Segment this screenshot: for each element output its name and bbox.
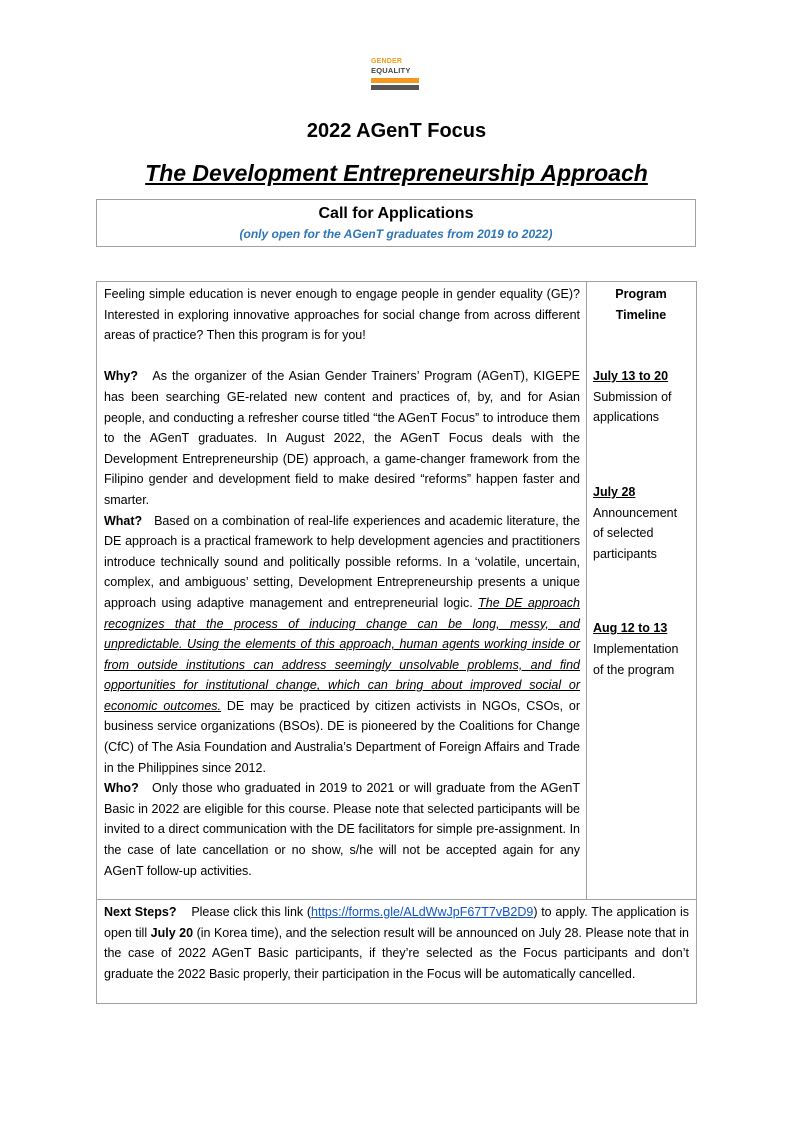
who-text: Only those who graduated in 2019 to 2021 or will graduate from the AGenT Basic in 2022 are eligible for this course. Please note that selected participants will be invited to a direct communication with the DE facilitators for simple pre-assignment. In the case of late cancellation or no show, s/he will not be accepted again for any AGenT follow-up activities.: [104, 781, 580, 878]
next-steps-label: Next Steps?: [104, 905, 177, 919]
logo-line1: GENDER: [371, 58, 403, 65]
timeline-heading-line1: Program: [615, 287, 667, 301]
what-text: Based on a combination of real-life experiences and academic literature, the DE approach is a practical framework to help development agencies and practitioners introduce technically sound and politically possible reforms. In a ‘volatile, uncertain, complex, and ambiguous’ setting, Development Entrepreneurship presents a unique approach using adaptive management and entrepreneurial logic.: [104, 513, 581, 610]
who-paragraph: [104, 778, 580, 881]
next-steps-text: (in Korea time), and the selection result will be announced on July 28. Please note that in the case of 2022 AGenT Basic participants, if they’re selected as the Focus participants and don’t graduate the 2022 Basic properly, their participation in the Focus will be automatically cancelled.: [104, 925, 690, 981]
deadline-date: July 20: [150, 925, 194, 940]
timeline-text: Announcement: [593, 505, 678, 520]
why-text: As the organizer of the Asian Gender Trainers’ Program (AGenT), KIGEPE has been searching GE-related new content and practices of, by, and for Asian people, and conducting a refresher course titled “the AGenT Focus” to introduce them to the AGenT graduates. In August 2022, the AGenT Focus deals with the Development Entrepreneurship (DE) approach, a game-changer framework from the Filipino gender and development field to make desired “reforms” happen faster and smarter.: [104, 369, 580, 507]
why-label: Why?: [104, 369, 139, 384]
timeline-text: applications: [593, 410, 660, 425]
timeline-text: Implementation: [593, 641, 679, 656]
next-steps-text: ) to apply. The application is open till: [104, 905, 689, 940]
call-eligibility-note: (only open for the AGenT graduates from 2019 to 2022): [239, 227, 553, 241]
page-title: 2022 AGenT Focus: [306, 120, 487, 142]
logo-bar-gray: [371, 85, 419, 90]
next-steps-text: Please click this link (: [191, 905, 312, 919]
timeline-text: participants: [593, 546, 657, 561]
why-paragraph: [104, 366, 580, 510]
timeline-text: of the program: [593, 662, 675, 677]
who-label: Who?: [104, 781, 139, 796]
page-subtitle: The Development Entrepreneurship Approach: [145, 160, 648, 186]
timeline-text: Submission of: [593, 389, 672, 404]
logo-line2: EQUALITY: [371, 66, 411, 75]
intro-paragraph: Feeling simple education is never enough to engage people in gender equality (GE)? Interested in exploring innovative approaches for social change from across different areas of practice? Then this program is for you!: [104, 287, 580, 343]
program-table: [96, 281, 697, 1004]
timeline-date: July 28: [593, 484, 636, 499]
timeline-text: of selected: [593, 526, 654, 541]
application-form-link[interactable]: https://forms.gle/ALdWwJpF67T7vB2D9: [311, 905, 534, 919]
what-text-continued: DE may be practiced by citizen activists in NGOs, CSOs, or business service organizations (BSOs). DE is pioneered by the Coalitions for Change (CfC) of The Asia Foundation and Australia’s Department of Foreign Affairs and Trade in the Philippines since 2012.: [104, 698, 580, 775]
what-emphasis: The DE approach recognizes that the process of inducing change can be long, messy, and unpredictable. Using the elements of this approach, human agents working inside or from outside institutions can address seemingly unsolvable problems, and find opportunities for institutional change, which can bring about improved social or economic outcomes.: [104, 595, 580, 713]
timeline-date: Aug 12 to 13: [593, 621, 668, 636]
timeline-heading-line2: Timeline: [615, 307, 667, 322]
timeline-date: July 13 to 20: [593, 369, 669, 384]
what-label: What?: [104, 513, 143, 528]
next-steps-paragraph: [104, 902, 689, 984]
next-steps-section: [97, 899, 696, 1003]
call-for-applications-box: [96, 199, 696, 247]
what-paragraph: [104, 511, 580, 779]
gender-equality-logo: [371, 58, 421, 94]
program-timeline: [587, 282, 696, 899]
logo-bar-orange: [371, 78, 419, 83]
call-title: Call for Applications: [318, 205, 474, 222]
program-description: [97, 282, 587, 899]
